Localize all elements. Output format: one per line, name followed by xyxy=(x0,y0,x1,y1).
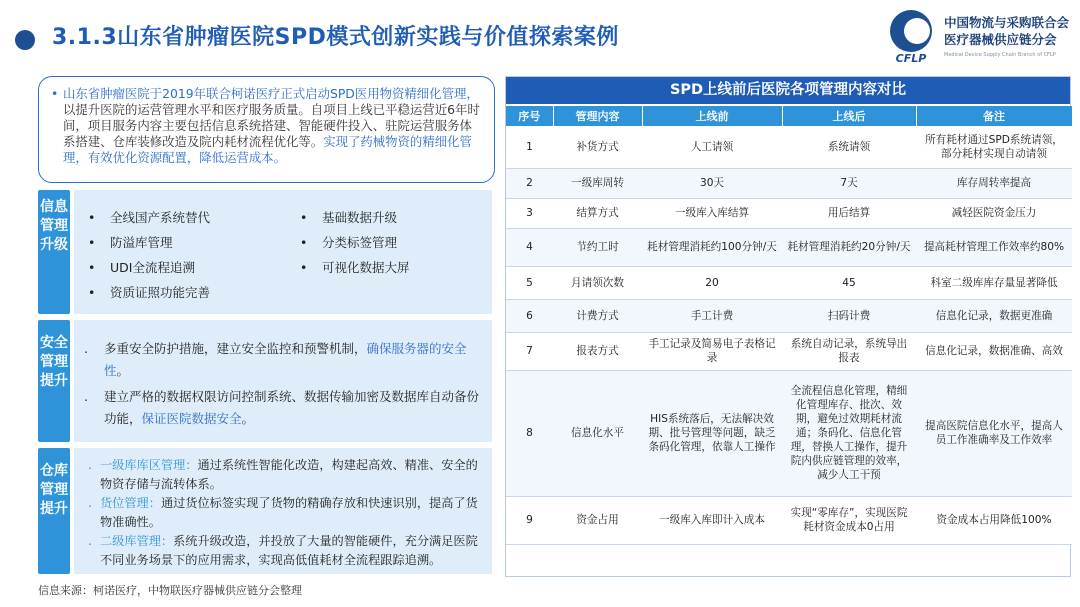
source-note: 信息来源：柯诺医疗，中物联医疗器械供应链分会整理 xyxy=(38,584,302,597)
title-bullet-dot xyxy=(15,30,35,50)
column-header: 序号 xyxy=(506,106,553,126)
security-text xyxy=(84,338,482,430)
table-cell: 手工计费 xyxy=(642,299,782,332)
table-cell: 7 xyxy=(506,332,553,370)
table-cell: 资金占用 xyxy=(553,496,642,544)
table-cell: 3 xyxy=(506,198,553,228)
table-header-row xyxy=(506,106,1072,126)
table-cell: 一级库入库即计入成本 xyxy=(642,496,782,544)
security-item-2: . 建立严格的数据权限访问控制系统、数据传输加密及数据库自动备份功能，保证医院数据安全。 xyxy=(84,389,480,426)
table-cell: 提高医院信息化水平，提高人员工作准确率及工作效率 xyxy=(916,370,1072,496)
column-header: 上线后 xyxy=(782,106,916,126)
table-row xyxy=(506,168,1072,198)
logo-text: CFLP xyxy=(895,52,927,65)
table-cell: 计费方式 xyxy=(553,299,642,332)
table-cell: 耗材管理消耗约100分钟/天 xyxy=(642,228,782,266)
section-label-info: 信息管理升级 xyxy=(38,190,70,314)
list-item: • 基础数据升级 xyxy=(300,210,398,225)
table-cell: 30天 xyxy=(642,168,782,198)
table-row xyxy=(506,496,1072,544)
table-cell: 9 xyxy=(506,496,553,544)
table-cell: 4 xyxy=(506,228,553,266)
table-cell: 所有耗材通过SPD系统请领，部分耗材实现自动请领 xyxy=(916,126,1072,168)
table-cell: 信息化水平 xyxy=(553,370,642,496)
intro-text xyxy=(51,86,480,166)
table-cell: 2 xyxy=(506,168,553,198)
table-cell: 全流程信息化管理，精细化管理库存、批次、效期，避免过效期耗材流通；条码化、信息化管理，替换人工操作，提升院内供应链管理的效率，减少人工干预 xyxy=(782,370,916,496)
warehouse-item-2: . 货位管理：通过货位标签实现了货物的精确存放和快速识别，提高了货物准确性。 xyxy=(88,496,478,529)
list-item: • 防溢库管理 xyxy=(88,235,173,250)
list-item: • UDI全流程追溯 xyxy=(88,260,195,275)
org-name xyxy=(944,14,1069,48)
list-item: • 可视化数据大屏 xyxy=(300,260,410,275)
table-cell: 系统请领 xyxy=(782,126,916,168)
table-cell: 信息化记录，数据更准确 xyxy=(916,299,1072,332)
org-subtitle: Medical Device Supply Chain Branch of CFLP xyxy=(944,52,1056,58)
intro-box xyxy=(38,76,495,183)
warehouse-text xyxy=(88,456,486,570)
intro-bullet: • xyxy=(51,86,59,101)
table-row xyxy=(506,370,1072,496)
org-name-line2: 医疗器械供应链分会 xyxy=(944,32,1057,47)
table-row xyxy=(506,198,1072,228)
table-cell: 报表方式 xyxy=(553,332,642,370)
intro-highlight-2: 实现了药械物资的精细化管理，有效优化资源配置，降低运营成本。 xyxy=(63,134,472,165)
table-cell: 一级库周转 xyxy=(553,168,642,198)
table-title: SPD上线前后医院各项管理内容对比 xyxy=(506,77,1070,104)
table-cell: 减轻医院资金压力 xyxy=(916,198,1072,228)
list-item: • 全线国产系统替代 xyxy=(88,210,211,225)
table-row xyxy=(506,228,1072,266)
table-cell: 库存周转率提高 xyxy=(916,168,1072,198)
list-item: • 分类标签管理 xyxy=(300,235,398,250)
table-row xyxy=(506,299,1072,332)
page-title: 3.1.3山东省肿瘤医院SPD模式创新实践与价值探索案例 xyxy=(52,25,619,50)
section-label-warehouse: 仓库管理提升 xyxy=(38,448,70,574)
table-cell: 耗材管理消耗约20分钟/天 xyxy=(782,228,916,266)
table-cell: 提高耗材管理工作效率约80% xyxy=(916,228,1072,266)
table-cell: 系统自动记录，系统导出报表 xyxy=(782,332,916,370)
table-row xyxy=(506,126,1072,168)
table-cell: 用后结算 xyxy=(782,198,916,228)
table-cell: 扫码计费 xyxy=(782,299,916,332)
column-header: 管理内容 xyxy=(553,106,642,126)
table-cell: 信息化记录，数据准确、高效 xyxy=(916,332,1072,370)
logo-circle-icon xyxy=(890,10,932,52)
table-cell: 人工请领 xyxy=(642,126,782,168)
table-row xyxy=(506,266,1072,299)
comparison-table xyxy=(505,76,1071,577)
table-cell: 手工记录及简易电子表格记录 xyxy=(642,332,782,370)
table-cell: 补货方式 xyxy=(553,126,642,168)
security-item-1: . 多重安全防护措施，建立安全监控和预警机制，确保服务器的安全性。 xyxy=(84,341,467,378)
warehouse-item-1: . 一级库库区管理：通过系统性智能化改造，构建起高效、精准、安全的物资存储与流转体系。 xyxy=(88,458,478,491)
table-row xyxy=(506,332,1072,370)
intro-body: 以提升医院的运营管理水平和医疗服务质量。自项目上线已平稳运营近6年时间，项目服务内容主要包括信息系统搭建、智能硬件投入、驻院运营服务体系搭建、仓库装修改造及院内耗材流程优化等。 xyxy=(63,102,480,149)
table-cell: 资金成本占用降低100% xyxy=(916,496,1072,544)
table-cell: 科室二级库库存量显著降低 xyxy=(916,266,1072,299)
table-cell: 一级库入库结算 xyxy=(642,198,782,228)
table-cell: 月请领次数 xyxy=(553,266,642,299)
column-header: 上线前 xyxy=(642,106,782,126)
list-item: • 资质证照功能完善 xyxy=(88,285,211,300)
table-cell: 5 xyxy=(506,266,553,299)
org-name-line1: 中国物流与采购联合会 xyxy=(944,15,1070,30)
table-cell: 1 xyxy=(506,126,553,168)
table-cell: 结算方式 xyxy=(553,198,642,228)
table-cell: 6 xyxy=(506,299,553,332)
table-cell: HIS系统落后，无法解决效期、批号管理等问题，缺乏条码化管理，依靠人工操作 xyxy=(642,370,782,496)
cflp-logo xyxy=(882,10,940,68)
table-cell: 7天 xyxy=(782,168,916,198)
intro-highlight-1: 山东省肿瘤医院于2019年联合柯诺医疗正式启动SPD医用物资精细化管理， xyxy=(63,86,479,101)
table-cell: 20 xyxy=(642,266,782,299)
warehouse-item-3: . 二级库管理：系统升级改造，并投放了大量的智能硬件，充分满足医院不同业务场景下的应用需求，实现高低值耗材全流程跟踪追溯。 xyxy=(88,534,478,567)
table-cell: 节约工时 xyxy=(553,228,642,266)
table-cell: 实现“零库存”，实现医院耗材资金成本0占用 xyxy=(782,496,916,544)
section-label-security: 安全管理提升 xyxy=(38,320,70,442)
table-cell: 45 xyxy=(782,266,916,299)
table xyxy=(506,106,1073,545)
table-cell: 8 xyxy=(506,370,553,496)
column-header: 备注 xyxy=(916,106,1072,126)
